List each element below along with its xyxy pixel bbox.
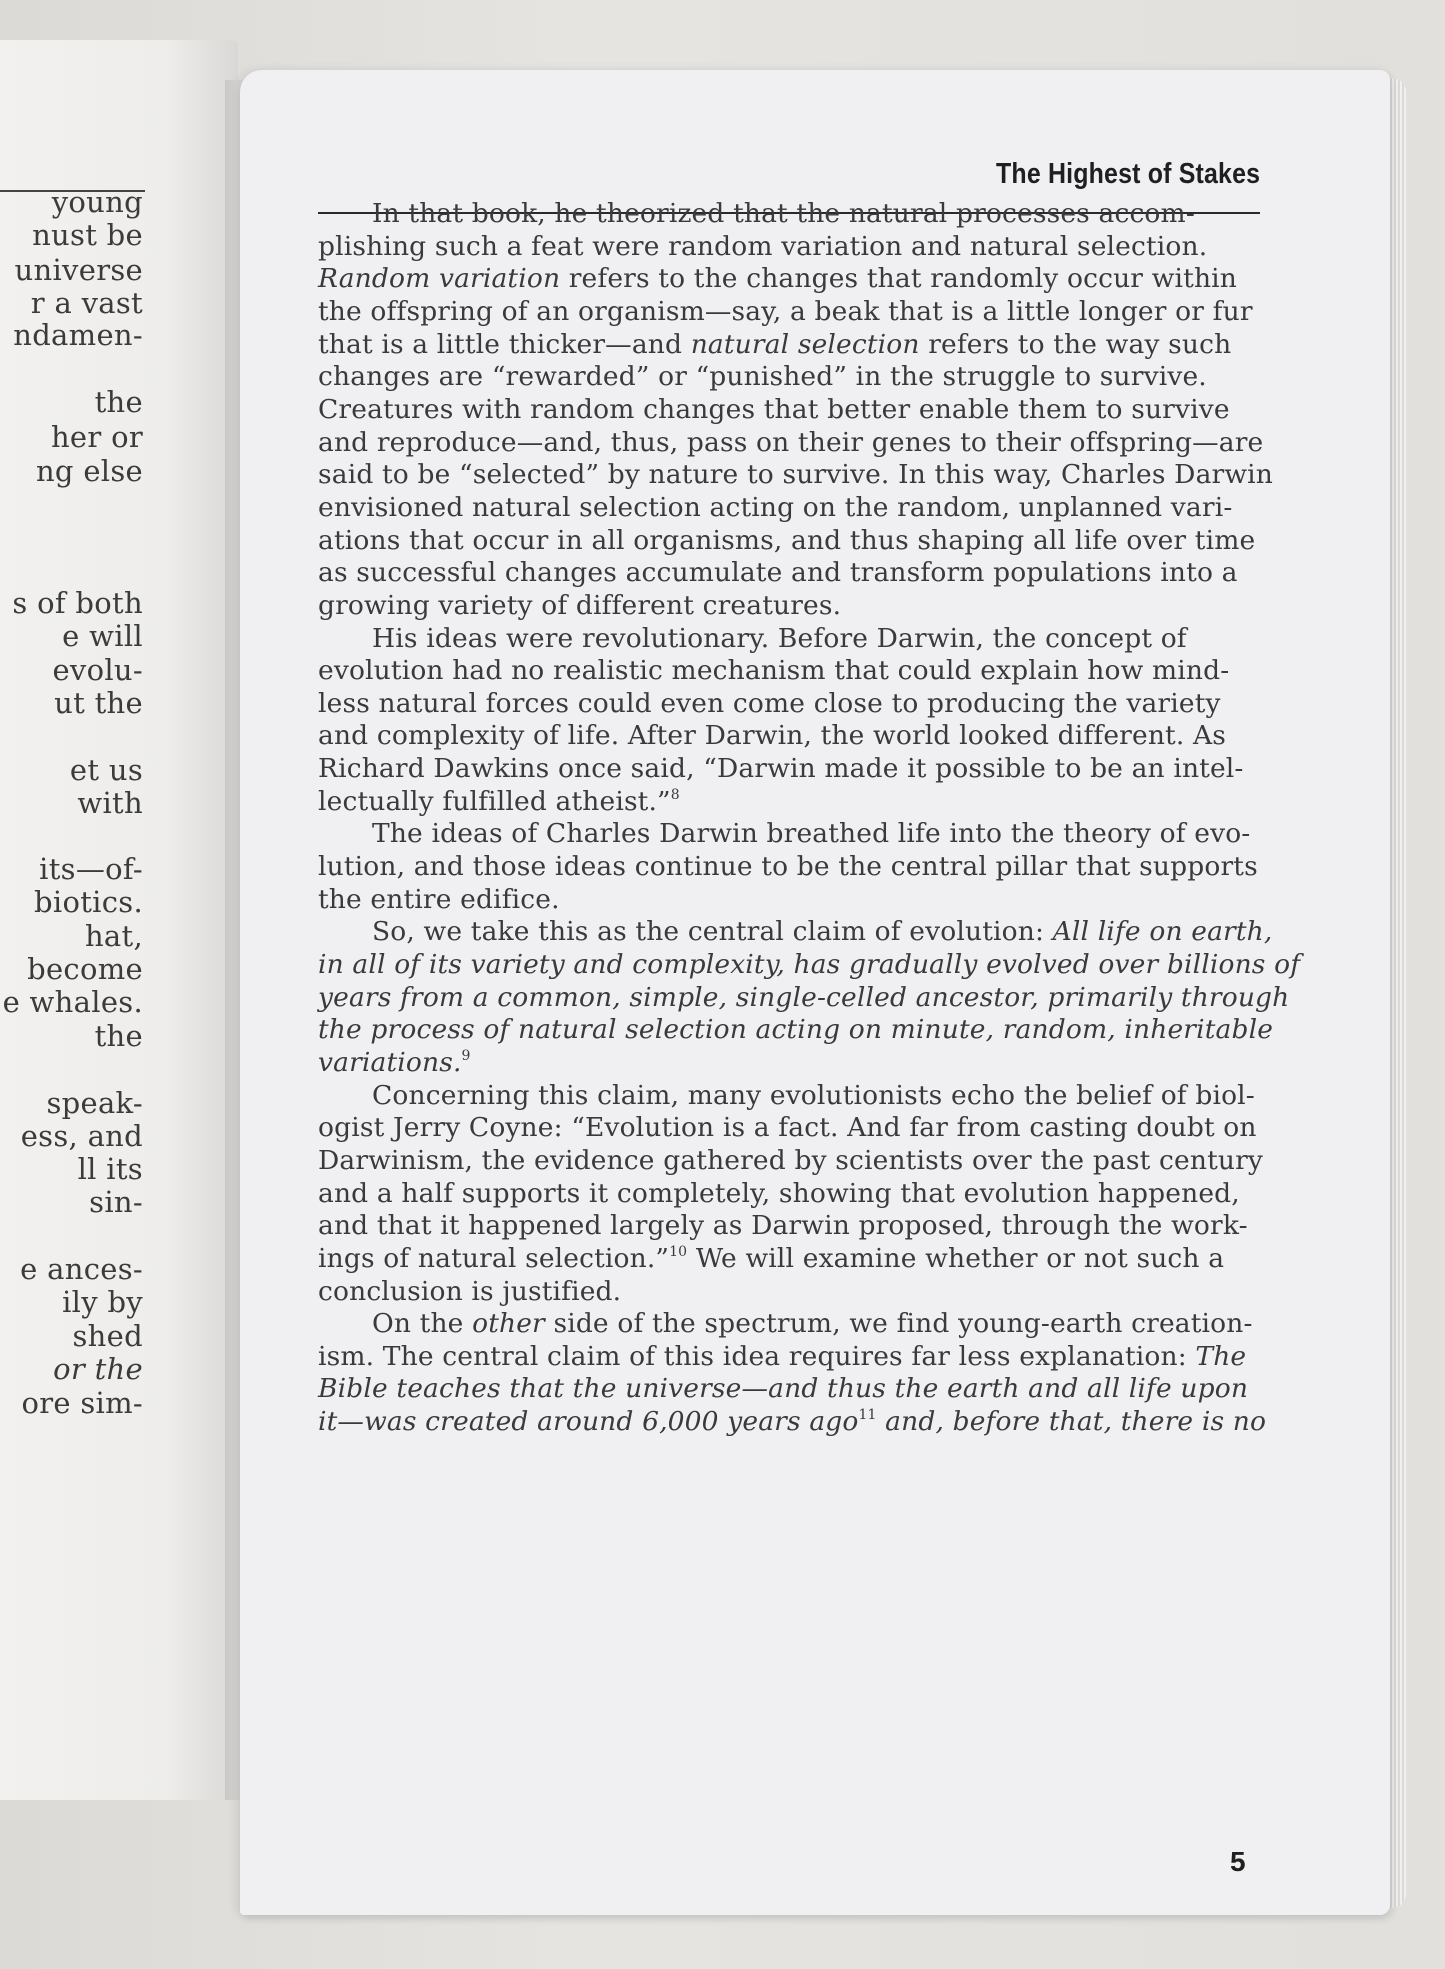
left-page-line: young bbox=[51, 185, 143, 219]
left-page-line: shed bbox=[72, 1319, 143, 1353]
left-page-line: ore sim- bbox=[21, 1386, 143, 1420]
text-line bbox=[372, 198, 1195, 229]
text-run: The ideas of Charles Darwin breathed life into the theory of evo- bbox=[372, 818, 1251, 850]
text-run: ogist Jerry Coyne: “Evolution is a fact. And far from casting doubt on bbox=[318, 1112, 1257, 1144]
text-run: and reproduce—and, thus, pass on their genes to their offspring—are bbox=[318, 426, 1264, 458]
text-run: lectually fulfilled atheist.” bbox=[318, 785, 671, 817]
left-page-line: her or bbox=[50, 420, 143, 454]
text-line bbox=[318, 1144, 1264, 1176]
left-page-line: with bbox=[77, 786, 143, 820]
text-line bbox=[318, 1177, 1240, 1209]
text-line bbox=[318, 753, 1244, 784]
text-run: Creatures with random changes that better enable them to survive bbox=[318, 393, 1230, 425]
footnote-ref: 10 bbox=[669, 1243, 688, 1260]
left-page-line: ng else bbox=[35, 454, 143, 488]
text-line bbox=[318, 948, 1301, 980]
text-run: envisioned natural selection acting on the random, unplanned vari- bbox=[318, 491, 1233, 523]
left-page-line: ndamen- bbox=[13, 318, 143, 352]
italic-text: natural selection bbox=[690, 328, 920, 360]
text-run: less natural forces could even come close to producing the variety bbox=[318, 687, 1221, 719]
text-line bbox=[372, 916, 1273, 948]
text-line bbox=[318, 295, 1253, 327]
left-page-line: et us bbox=[69, 753, 143, 787]
text-line bbox=[318, 230, 1208, 262]
left-page-line: s of both bbox=[12, 586, 143, 620]
italic-text: Random variation bbox=[318, 263, 561, 295]
text-line bbox=[318, 589, 842, 621]
text-line bbox=[318, 1373, 1249, 1405]
text-run: ism. The central claim of this idea requires far less explanation: bbox=[318, 1340, 1196, 1372]
left-page-fragment bbox=[0, 40, 238, 1800]
text-run: In that book, he theorized that the natural processes accom- bbox=[372, 198, 1195, 229]
left-page-line: the bbox=[94, 1019, 143, 1053]
text-line bbox=[318, 491, 1233, 523]
text-line bbox=[318, 426, 1264, 458]
text-line bbox=[318, 1112, 1257, 1144]
left-page-line: the bbox=[94, 385, 143, 419]
text-line bbox=[318, 655, 1230, 687]
text-line bbox=[318, 557, 1238, 589]
text-line bbox=[318, 1242, 1225, 1274]
text-run: changes are “rewarded” or “punished” in the struggle to survive. bbox=[318, 361, 1207, 393]
italic-text: in all of its variety and complexity, has gradually evolved over billions of bbox=[318, 948, 1301, 980]
text-run: the offspring of an organism—say, a beak that is a little longer or fur bbox=[318, 295, 1253, 327]
text-line bbox=[318, 459, 1274, 491]
text-run: said to be “selected” by nature to survive. In this way, Charles Darwin bbox=[318, 459, 1274, 491]
text-run: that is a little thicker—and bbox=[318, 328, 691, 360]
text-line bbox=[318, 720, 1227, 752]
text-run: lution, and those ideas continue to be the central pillar that supports bbox=[318, 851, 1258, 882]
text-line bbox=[372, 1079, 1255, 1111]
left-page-line: biotics. bbox=[34, 885, 143, 919]
italic-text: other bbox=[472, 1308, 545, 1340]
text-run: Concerning this claim, many evolutionists echo the belief of biol- bbox=[372, 1079, 1255, 1111]
left-page-line: nust be bbox=[32, 218, 143, 252]
text-line bbox=[318, 1406, 1267, 1437]
text-run: and a half supports it completely, showing that evolution happened, bbox=[318, 1177, 1240, 1209]
italic-text: years from a common, simple, single-celled ancestor, primarily through bbox=[318, 981, 1290, 1013]
text-run: growing variety of different creatures. bbox=[318, 589, 842, 621]
text-line bbox=[372, 818, 1251, 850]
left-page-line: ll its bbox=[77, 1152, 143, 1186]
left-page-line: become bbox=[27, 952, 143, 986]
left-page-line: e whales. bbox=[2, 985, 143, 1019]
left-page-line: hat, bbox=[84, 919, 143, 953]
text-run: and that it happened largely as Darwin proposed, through the work- bbox=[318, 1210, 1248, 1242]
text-line bbox=[318, 1046, 471, 1078]
italic-text: the process of natural selection acting on minute, random, inheritable bbox=[318, 1014, 1274, 1046]
left-page-line: or the bbox=[53, 1352, 143, 1386]
text-run: refers to the changes that randomly occur within bbox=[560, 263, 1238, 295]
text-line bbox=[372, 1308, 1253, 1340]
left-page-line: sin- bbox=[89, 1185, 143, 1219]
text-run: evolution had no realistic mechanism that could explain how mind- bbox=[318, 655, 1230, 687]
footnote-ref: 11 bbox=[858, 1407, 877, 1423]
text-run: and complexity of life. After Darwin, the world looked different. As bbox=[318, 720, 1227, 752]
left-page-line: evolu- bbox=[52, 653, 143, 687]
running-head: The Highest of Stakes bbox=[995, 158, 1260, 190]
text-run: ations that occur in all organisms, and thus shaping all life over time bbox=[318, 524, 1256, 556]
text-line bbox=[372, 622, 1187, 654]
text-line bbox=[318, 1014, 1274, 1046]
italic-text: and, before that, there is no bbox=[876, 1406, 1267, 1437]
body-text bbox=[240, 70, 1390, 1915]
left-page-line: r a vast bbox=[30, 286, 143, 320]
text-line bbox=[318, 1275, 622, 1307]
left-page-line: universe bbox=[14, 253, 143, 287]
text-run: plishing such a feat were random variation and natural selection. bbox=[318, 230, 1208, 262]
text-line bbox=[318, 883, 560, 915]
text-run: Darwinism, the evidence gathered by scientists over the past century bbox=[318, 1144, 1264, 1176]
left-page-line: ut the bbox=[54, 686, 143, 720]
text-line bbox=[318, 361, 1207, 393]
text-run: On the bbox=[372, 1308, 473, 1340]
text-run: as successful changes accumulate and transform populations into a bbox=[318, 557, 1238, 589]
left-page-line: e will bbox=[62, 619, 143, 653]
text-line bbox=[318, 263, 1238, 295]
page-number: 5 bbox=[1230, 1846, 1246, 1877]
text-run: We will examine whether or not such a bbox=[687, 1242, 1225, 1274]
italic-text: The bbox=[1195, 1340, 1247, 1372]
text-run: conclusion is justified. bbox=[318, 1275, 622, 1307]
book-page bbox=[240, 70, 1390, 1915]
text-line bbox=[318, 524, 1256, 556]
footnote-ref: 9 bbox=[461, 1047, 471, 1064]
text-run: the entire edifice. bbox=[318, 883, 560, 915]
footnote-ref: 8 bbox=[670, 786, 680, 803]
text-run: refers to the way such bbox=[919, 328, 1232, 360]
left-page-line: ess, and bbox=[20, 1119, 143, 1153]
italic-text: it—was created around 6,000 years ago bbox=[318, 1406, 859, 1437]
left-page-line: its—of- bbox=[39, 852, 143, 886]
left-page-line: ily by bbox=[62, 1285, 143, 1319]
italic-text: All life on earth, bbox=[1052, 916, 1273, 948]
text-run: So, we take this as the central claim of evolution: bbox=[372, 916, 1053, 948]
text-line bbox=[318, 981, 1290, 1013]
text-line bbox=[318, 1210, 1248, 1242]
text-line bbox=[318, 785, 680, 817]
text-line bbox=[318, 851, 1258, 882]
text-line bbox=[318, 1340, 1247, 1372]
text-run: side of the spectrum, we find young-earth creation- bbox=[544, 1308, 1253, 1340]
left-page-line: speak- bbox=[46, 1086, 143, 1120]
text-run: Richard Dawkins once said, “Darwin made it possible to be an intel- bbox=[318, 753, 1244, 784]
text-line bbox=[318, 328, 1232, 360]
text-line bbox=[318, 393, 1230, 425]
italic-text: variations. bbox=[318, 1046, 462, 1078]
text-run: His ideas were revolutionary. Before Darwin, the concept of bbox=[372, 622, 1187, 654]
text-line bbox=[318, 687, 1221, 719]
text-run: ings of natural selection.” bbox=[318, 1242, 670, 1274]
italic-text: Bible teaches that the universe—and thus the earth and all life upon bbox=[318, 1373, 1249, 1405]
left-page-line: e ances- bbox=[20, 1252, 143, 1286]
